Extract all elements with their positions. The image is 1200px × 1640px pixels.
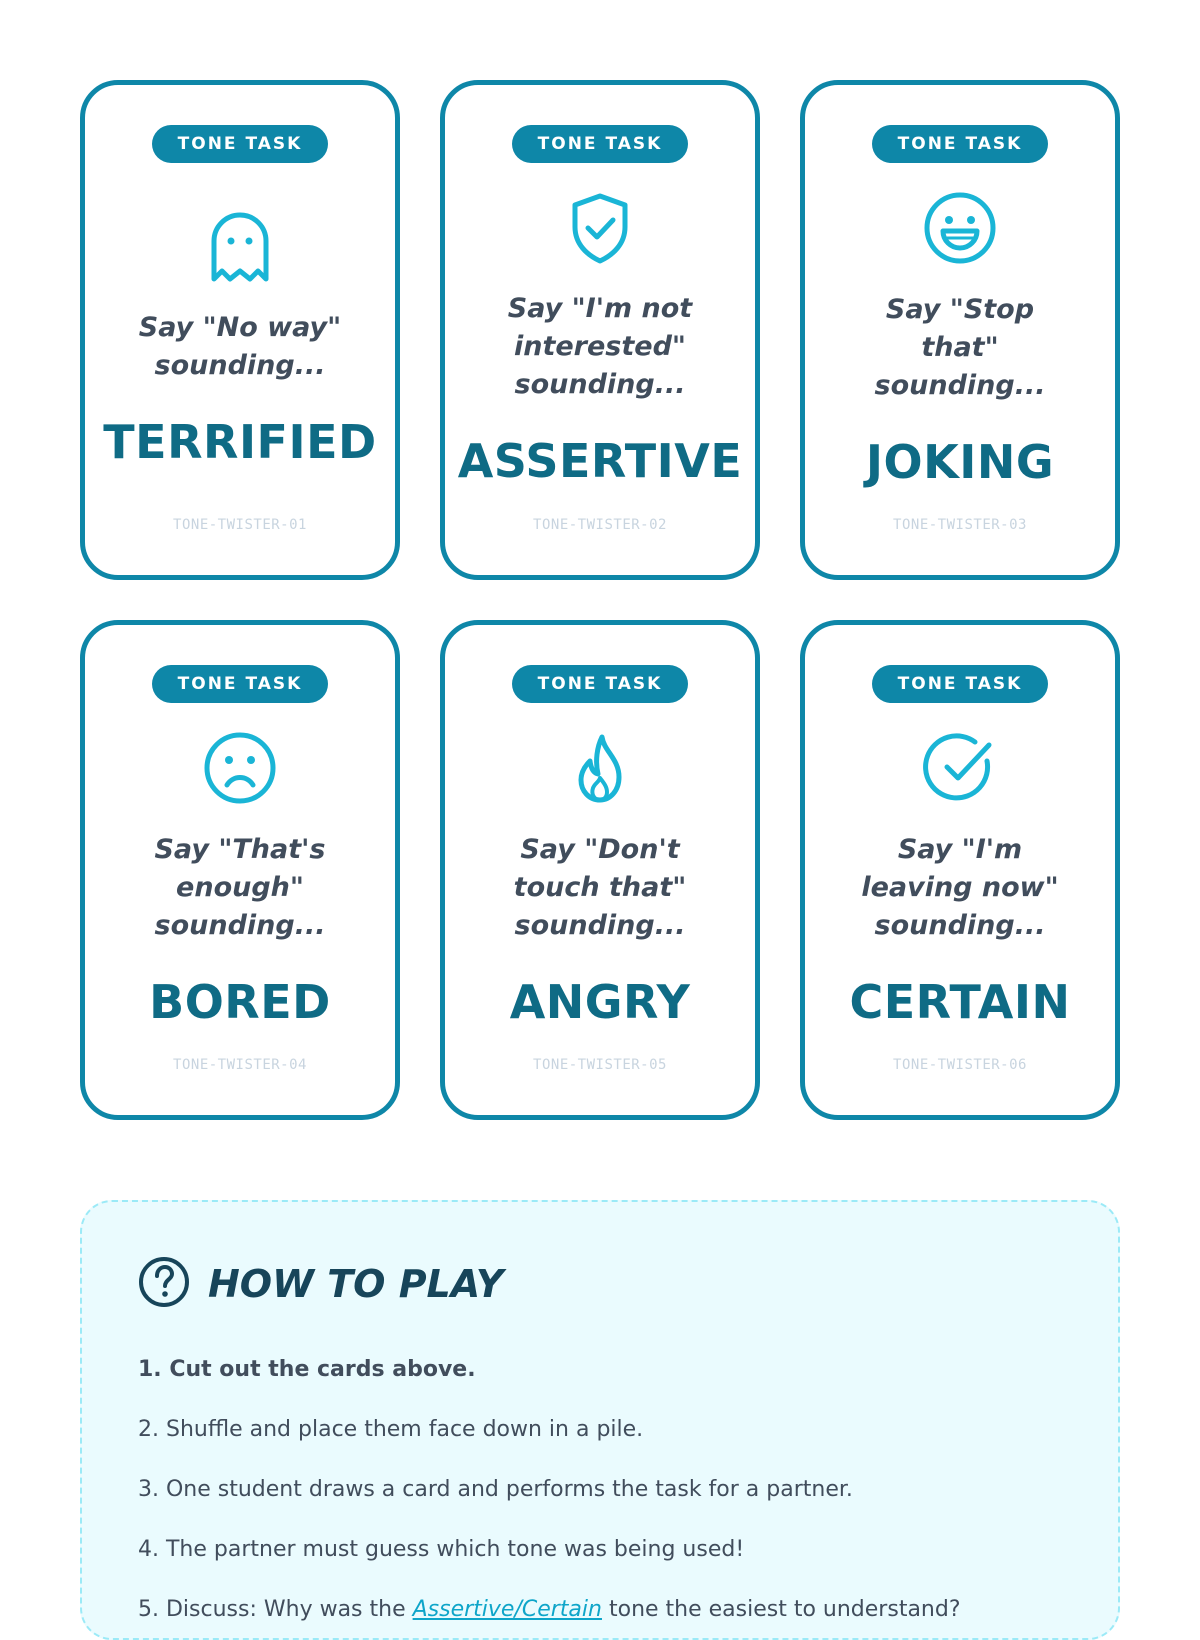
card-id: TONE-TWISTER-05	[533, 1057, 667, 1073]
ghost-icon	[209, 211, 271, 283]
flame-icon	[569, 731, 631, 805]
tone-card	[440, 620, 760, 1120]
highlighted-tone-text: Assertive/Certain	[412, 1597, 602, 1622]
tone-word: TERRIFIED	[103, 415, 377, 469]
tone-task-badge: TONE TASK	[152, 665, 329, 703]
shield-check-icon	[569, 192, 631, 264]
instruction-step	[138, 1580, 1062, 1640]
laughing-face-icon	[923, 191, 997, 265]
tone-card	[80, 620, 400, 1120]
instruction-step: 1. Cut out the cards above.	[138, 1357, 476, 1382]
how-to-play-title: HOW TO PLAY	[208, 1262, 504, 1306]
tone-card	[80, 80, 400, 580]
how-to-play-panel	[80, 1200, 1120, 1640]
how-to-play-header	[138, 1256, 1062, 1312]
tone-task-badge: TONE TASK	[872, 125, 1049, 163]
question-circle-icon	[138, 1256, 190, 1312]
tone-word: ANGRY	[509, 975, 691, 1029]
tone-card	[440, 80, 760, 580]
tone-word: JOKING	[865, 435, 1055, 489]
tone-card	[800, 620, 1120, 1120]
card-id: TONE-TWISTER-03	[893, 517, 1027, 533]
step-text: tone the easiest to understand?	[601, 1597, 961, 1622]
card-id: TONE-TWISTER-04	[173, 1057, 307, 1073]
tone-word: ASSERTIVE	[457, 434, 743, 488]
tone-card	[800, 80, 1120, 580]
step-text: 5. Discuss: Why was the	[138, 1597, 413, 1622]
card-prompt: Say "I'm not interested" sounding...	[507, 293, 693, 400]
card-prompt: Say "Don't touch that" sounding...	[513, 834, 687, 941]
card-prompt: Say "Stop that" sounding...	[874, 294, 1046, 401]
tone-task-badge: TONE TASK	[872, 665, 1049, 703]
card-grid	[80, 80, 1120, 1120]
card-id: TONE-TWISTER-06	[893, 1057, 1027, 1073]
tone-task-badge: TONE TASK	[512, 665, 689, 703]
sad-face-icon	[203, 731, 277, 805]
card-prompt: Say "I'm leaving now" sounding...	[861, 834, 1059, 941]
card-prompt: Say "No way" sounding...	[138, 312, 342, 381]
instruction-step: 4. The partner must guess which tone was being used!	[138, 1537, 745, 1562]
tone-word: BORED	[149, 975, 331, 1029]
tone-task-badge: TONE TASK	[512, 125, 689, 163]
tone-word: CERTAIN	[849, 975, 1071, 1029]
card-id: TONE-TWISTER-01	[173, 517, 307, 533]
circle-check-icon	[923, 731, 997, 805]
card-prompt: Say "That's enough" sounding...	[154, 834, 326, 941]
card-id: TONE-TWISTER-02	[533, 517, 667, 533]
instruction-step: 3. One student draws a card and performs the task for a partner.	[138, 1477, 853, 1502]
instruction-list	[138, 1340, 1062, 1640]
instruction-step: 2. Shuffle and place them face down in a pile.	[138, 1417, 644, 1442]
tone-task-badge: TONE TASK	[152, 125, 329, 163]
